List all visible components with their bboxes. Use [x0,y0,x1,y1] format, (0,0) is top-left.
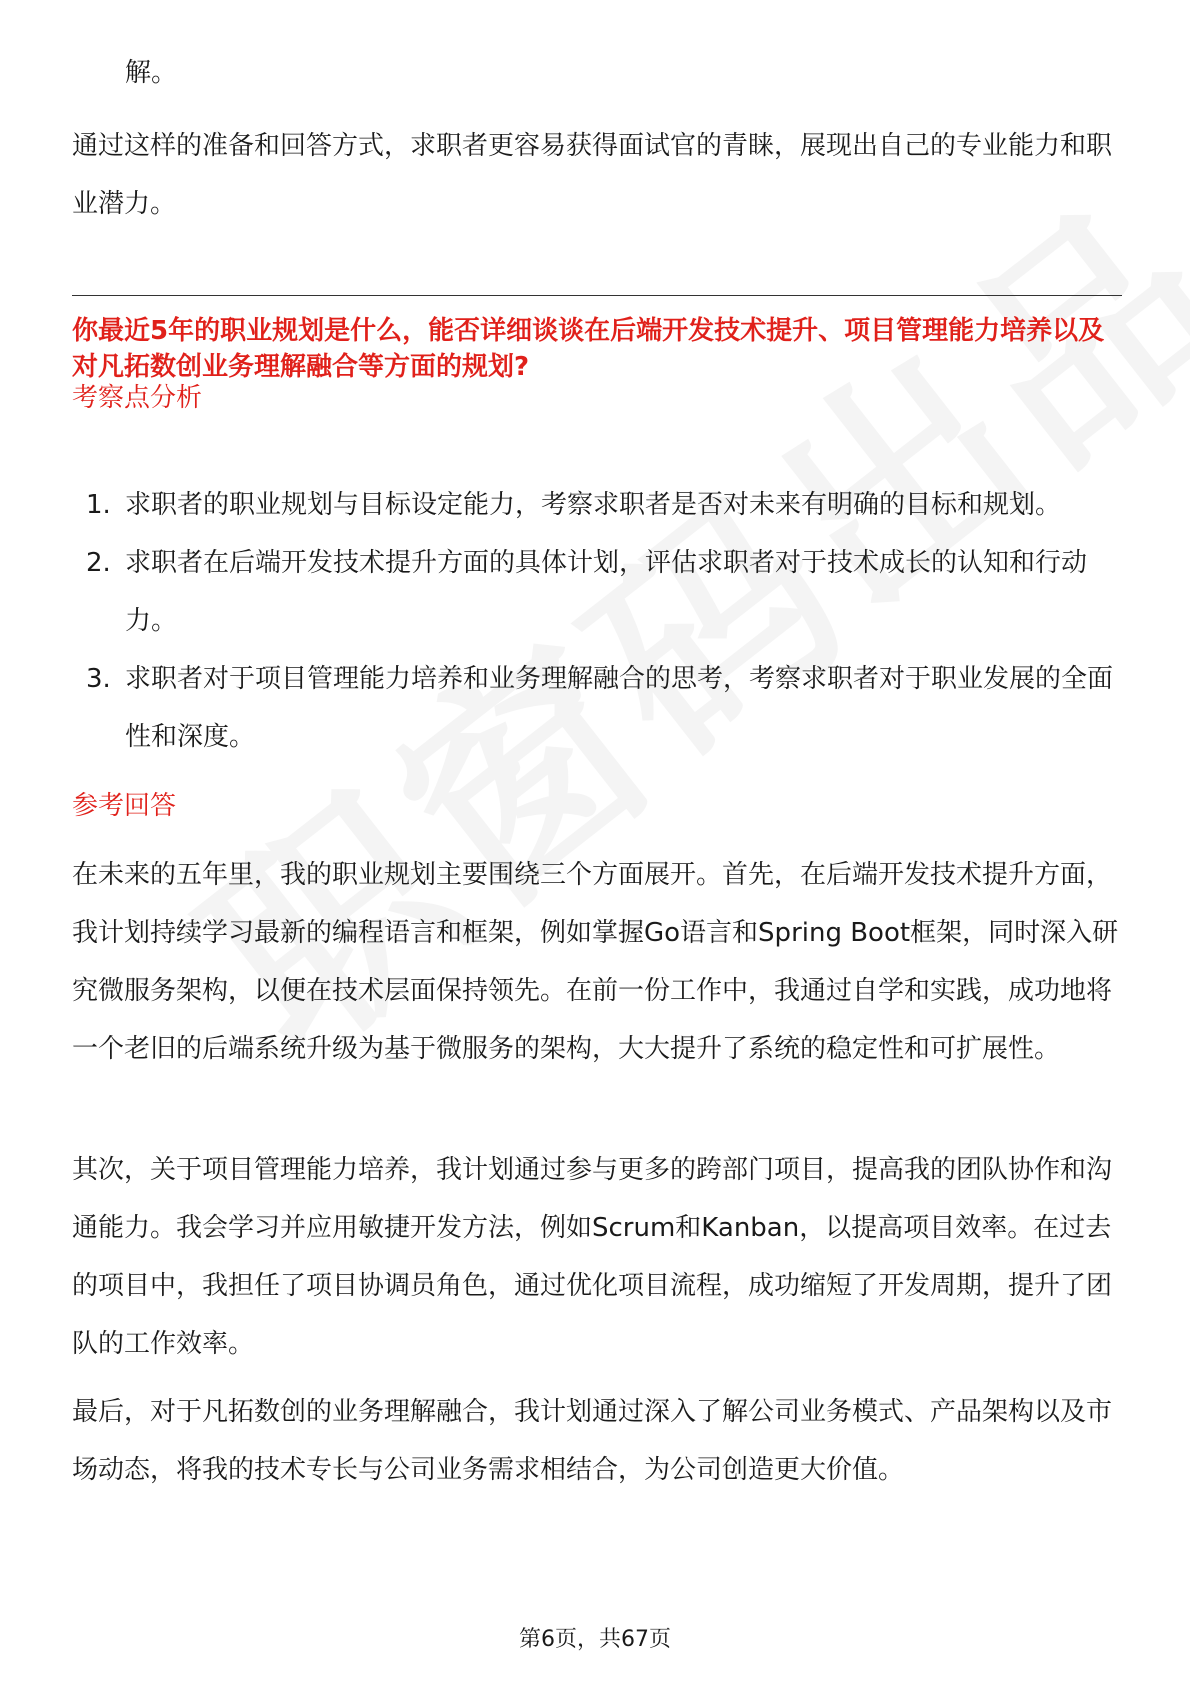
closing-paragraph: 通过这样的准备和回答方式，求职者更容易获得面试官的青睐，展现出自己的专业能力和职业潜力。 [72,131,1113,219]
analysis-heading: 考察点分析 [72,383,203,413]
list-item [72,476,1122,534]
answer-paragraph-3: 最后，对于凡拓数创的业务理解融合，我计划通过深入了解公司业务模式、产品架构以及市场动态，将我的技术专长与公司业务需求相结合，为公司创造更大价值。 [72,1397,1113,1485]
answer-heading: 参考回答 [72,791,177,821]
list-item-text: 求职者在后端开发技术提升方面的具体计划，评估求职者对于技术成长的认知和行动力。 [125,548,1088,636]
watermark [131,296,1148,1244]
answer-paragraph-2: 其次，关于项目管理能力培养，我计划通过参与更多的跨部门项目，提高我的团队协作和沟通能力。我会学习并应用敏捷开发方法，例如Scrum和Kanban，以提高项目效率。在过去的项目中，我担任了项目协调员角色，通过优化项目流程，成功缩短了开发周期，提升了团队的工作效率。 [72,1155,1113,1359]
continued-text: 解。 [125,58,178,88]
list-item-text: 求职者对于项目管理能力培养和业务理解融合的思考，考察求职者对于职业发展的全面性和深度。 [125,664,1114,752]
page-number: 第6页，共67页 [519,1627,671,1652]
list-item [72,534,1122,650]
list-item-text: 求职者的职业规划与目标设定能力，考察求职者是否对未来有明确的目标和规划。 [125,490,1062,520]
list-number: 2. [86,548,111,578]
list-number: 3. [86,664,111,694]
list-number: 1. [86,490,111,520]
section-divider [72,295,1122,296]
list-item [72,650,1122,766]
answer-paragraph-1: 在未来的五年里，我的职业规划主要围绕三个方面展开。首先，在后端开发技术提升方面，我计划持续学习最新的编程语言和框架，例如掌握Go语言和Spring Boot框架，同时深入研究微服务架构，以便在技术层面保持领先。在前一份工作中，我通过自学和实践，成功地将一个老旧的后端系统升级为基于微服务的架构，大大提升了系统的稳定性和可扩展性。 [72,860,1119,1064]
analysis-list [72,476,1122,766]
interview-question: 你最近5年的职业规划是什么，能否详细谈谈在后端开发技术提升、项目管理能力培养以及对凡拓数创业务理解融合等方面的规划? [72,316,1105,382]
